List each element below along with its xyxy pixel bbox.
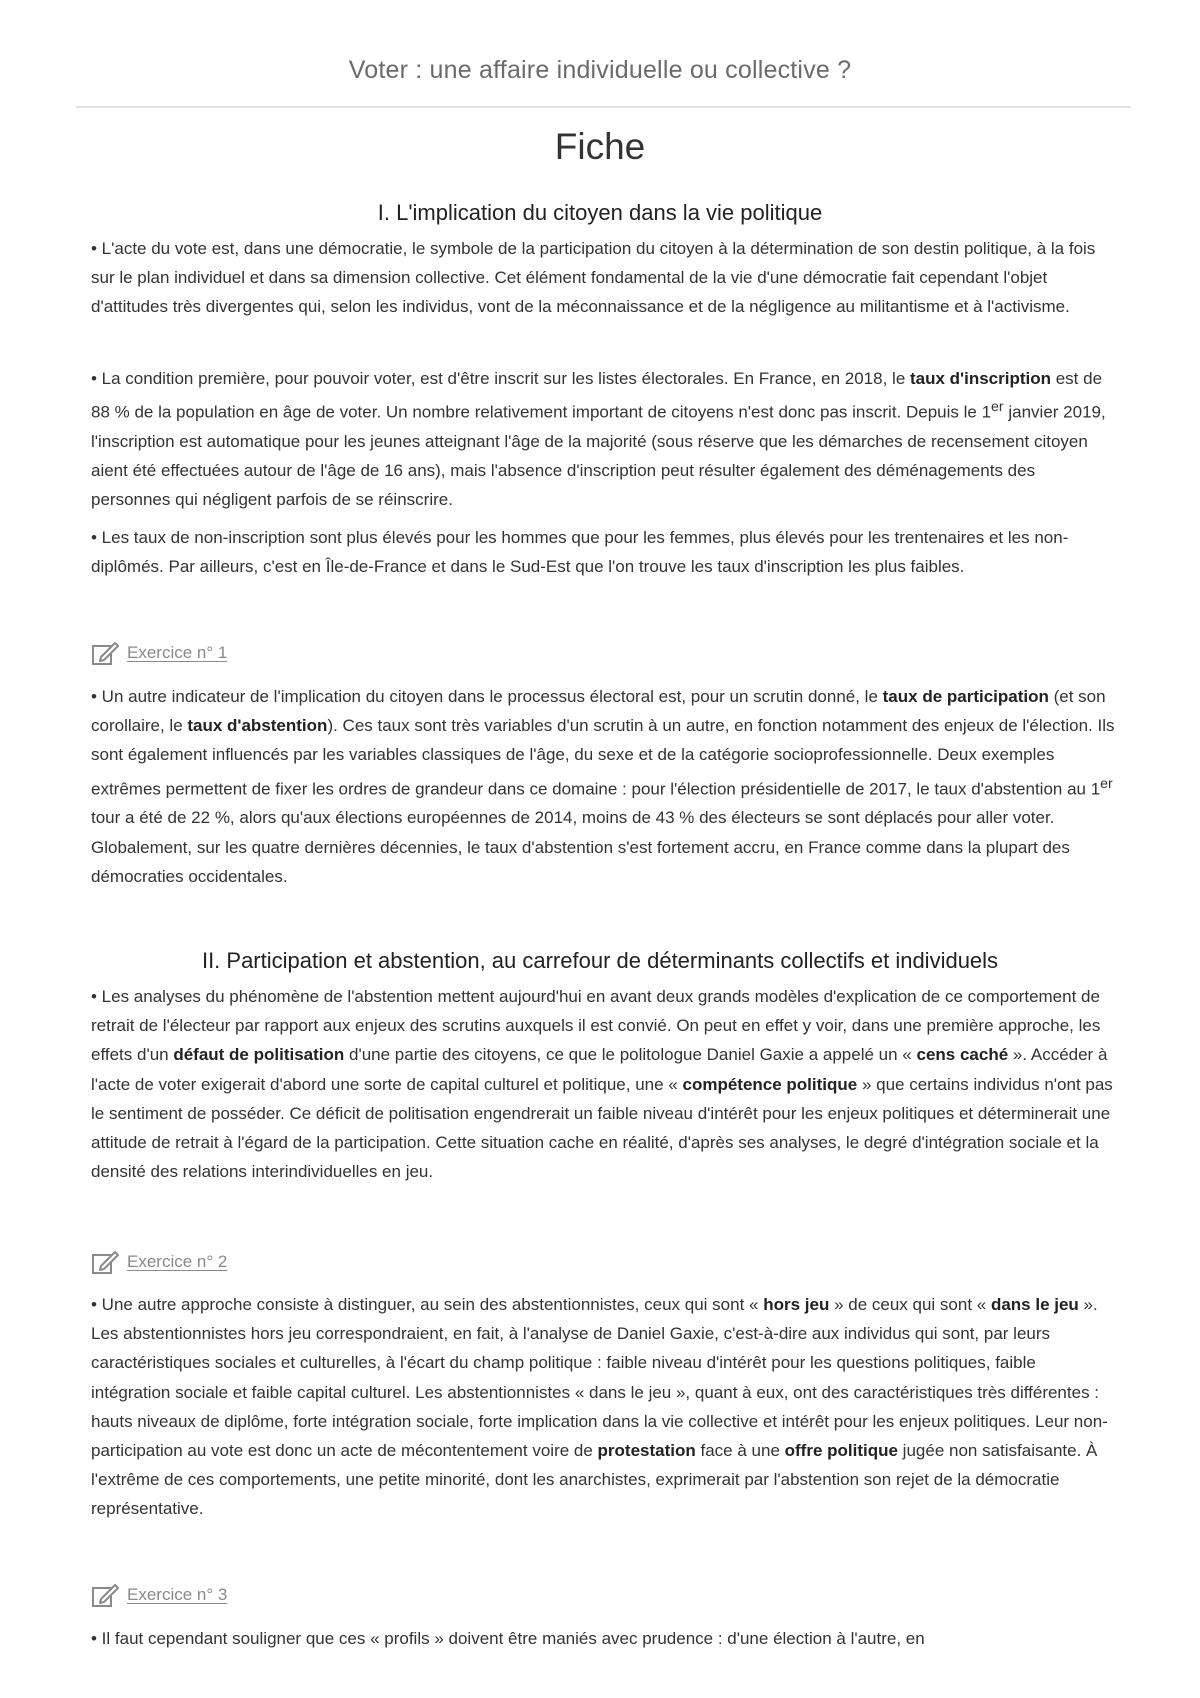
paragraph-7: • Il faut cependant souligner que ces « profils » doivent être maniés avec prudence : d'une élection à l'autre, en (91, 1629, 925, 1648)
paragraph-4: • Un autre indicateur de l'implication du citoyen dans le processus électoral est, pour un scrutin donné, le taux de participation (et son corollaire, le taux d'abstention). Ces taux sont très variables d'un scrutin à un autre, en fonction notamment des enjeux de l'élection. Ils sont également influencés par les variables classiques de l'âge, du sexe et de la catégorie socioprofessionnelle. Deux exemples extrêmes permettent de fixer les ordres de grandeur dans ce domaine : pour l'élection présidentielle de 2017, le taux d'abstention au 1er tour a été de 22 %, alors qu'aux élections européennes de 2014, moins de 43 % des électeurs se sont déplacés pour aller voter. Globalement, sur les quatre dernières décennies, le taux d'abstention s'est fortement accru, en France comme dans la plupart des démocraties occidentales. (91, 687, 1115, 886)
keyword-taux-inscription: taux d'inscription (910, 369, 1051, 388)
paragraph-5: • Les analyses du phénomène de l'abstention mettent aujourd'hui en avant deux grands modèles d'explication de ce comportement de retrait de l'électeur par rapport aux enjeux des scrutins auxquels il est convié. On peut en effet y voir, dans une première approche, les effets d'un défaut de politisation d'une partie des citoyens, ce que le politologue Daniel Gaxie a appelé un « cens caché ». Accéder à l'acte de voter exigerait d'abord une sorte de capital culturel et politique, une « compétence politique » que certains individus n'ont pas le sentiment de posséder. Ce déficit de politisation engendrerait un faible niveau d'intérêt pour les enjeux politiques et déterminerait une attitude de retrait à l'égard de la participation. Cette situation cache en réalité, d'après ses analyses, le degré d'intégration sociale et la densité des relations interindividuelles en jeu. (91, 987, 1113, 1182)
paragraph-1: • L'acte du vote est, dans une démocratie, le symbole de la participation du citoyen à la détermination de son destin politique, à la fois sur le plan individuel et dans sa dimension collective. Cet élément fondamental de la vie d'une démocratie fait cependant l'objet d'attitudes très divergentes qui, selon les individus, vont de la méconnaissance et de la négligence au militantisme et à l'activisme. (91, 239, 1096, 317)
document-title: Voter : une affaire individuelle ou collective ? (348, 56, 852, 84)
keyword-cens-cache: cens caché (916, 1045, 1009, 1065)
exercise-label[interactable]: Exercice n° 3 (127, 1585, 228, 1604)
paragraph-3: • Les taux de non-inscription sont plus élevés pour les hommes que pour les femmes, plus élevés pour les trentenaires et les non-diplômés. Par ailleurs, c'est en Île-de-France et dans le Sud-Est que l'on trouve les taux d'inscription les plus faibles. (91, 528, 1069, 577)
keyword-taux-abstention: taux d'abstention (187, 716, 328, 736)
paragraph-6: • Une autre approche consiste à distinguer, au sein des abstentionnistes, ceux qui sont « hors jeu » de ceux qui sont « dans le jeu ». Les abstentionnistes hors jeu correspondraient, en fait, à l'analyse de Daniel Gaxie, c'est-à-dire aux individus qui sont, par leurs caractéristiques sociales et culturelles, à l'écart du champ politique : faible niveau d'intérêt pour les questions politiques, faible intégration sociale et faible capital culturel. Les abstentionnistes « dans le jeu », quant à eux, ont des caractéristiques très différentes : hauts niveaux de diplôme, forte intégration sociale, forte implication dans la vie collective et intérêt pour les enjeux politiques. Leur non-participation au vote est donc un acte de mécontentement voire de protestation face à une offre politique jugée non satisfaisante. À l'extrême de ces comportements, une petite minorité, dont les anarchistes, exprimerait par l'abstention son rejet de la démocratie représentative. (91, 1295, 1108, 1519)
keyword-offre-politique: offre politique (784, 1441, 898, 1461)
exercise-label[interactable]: Exercice n° 2 (127, 1252, 228, 1271)
keyword-protestation: protestation (597, 1441, 696, 1461)
keyword-defaut-politisation: défaut de politisation (173, 1045, 345, 1065)
edit-icon (91, 1249, 119, 1275)
paragraph-2: • La condition première, pour pouvoir voter, est d'être inscrit sur les listes électorales. En France, en 2018, le taux d'inscription est de 88 % de la population en âge de voter. Un nombre relativement important de citoyens n'est donc pas inscrit. Depuis le 1er janvier 2019, l'inscription est automatique pour les jeunes atteignant l'âge de la majorité (sous réserve que les démarches de recensement citoyen aient été effectuées autour de l'âge de 16 ans), mais l'absence d'inscription peut résulter également des déménagements des personnes qui négligent parfois de se réinscrire. (91, 369, 1106, 510)
page-title: Fiche (554, 126, 646, 167)
exercise-link-2[interactable] (91, 1249, 227, 1275)
exercise-link-1[interactable] (91, 640, 227, 666)
keyword-competence-politique: compétence politique (682, 1074, 858, 1094)
exercise-label[interactable]: Exercice n° 1 (127, 643, 228, 662)
section-title-1: I. L'implication du citoyen dans la vie politique (377, 200, 823, 225)
keyword-hors-jeu: hors jeu (763, 1295, 830, 1314)
keyword-dans-le-jeu: dans le jeu (990, 1295, 1079, 1314)
header-divider (76, 106, 1131, 108)
section-title-2: II. Participation et abstention, au carrefour de déterminants collectifs et individuels (201, 948, 999, 973)
keyword-taux-participation: taux de participation (882, 687, 1049, 706)
exercise-link-3[interactable] (91, 1582, 227, 1608)
edit-icon (91, 1582, 119, 1608)
edit-icon (91, 640, 119, 666)
